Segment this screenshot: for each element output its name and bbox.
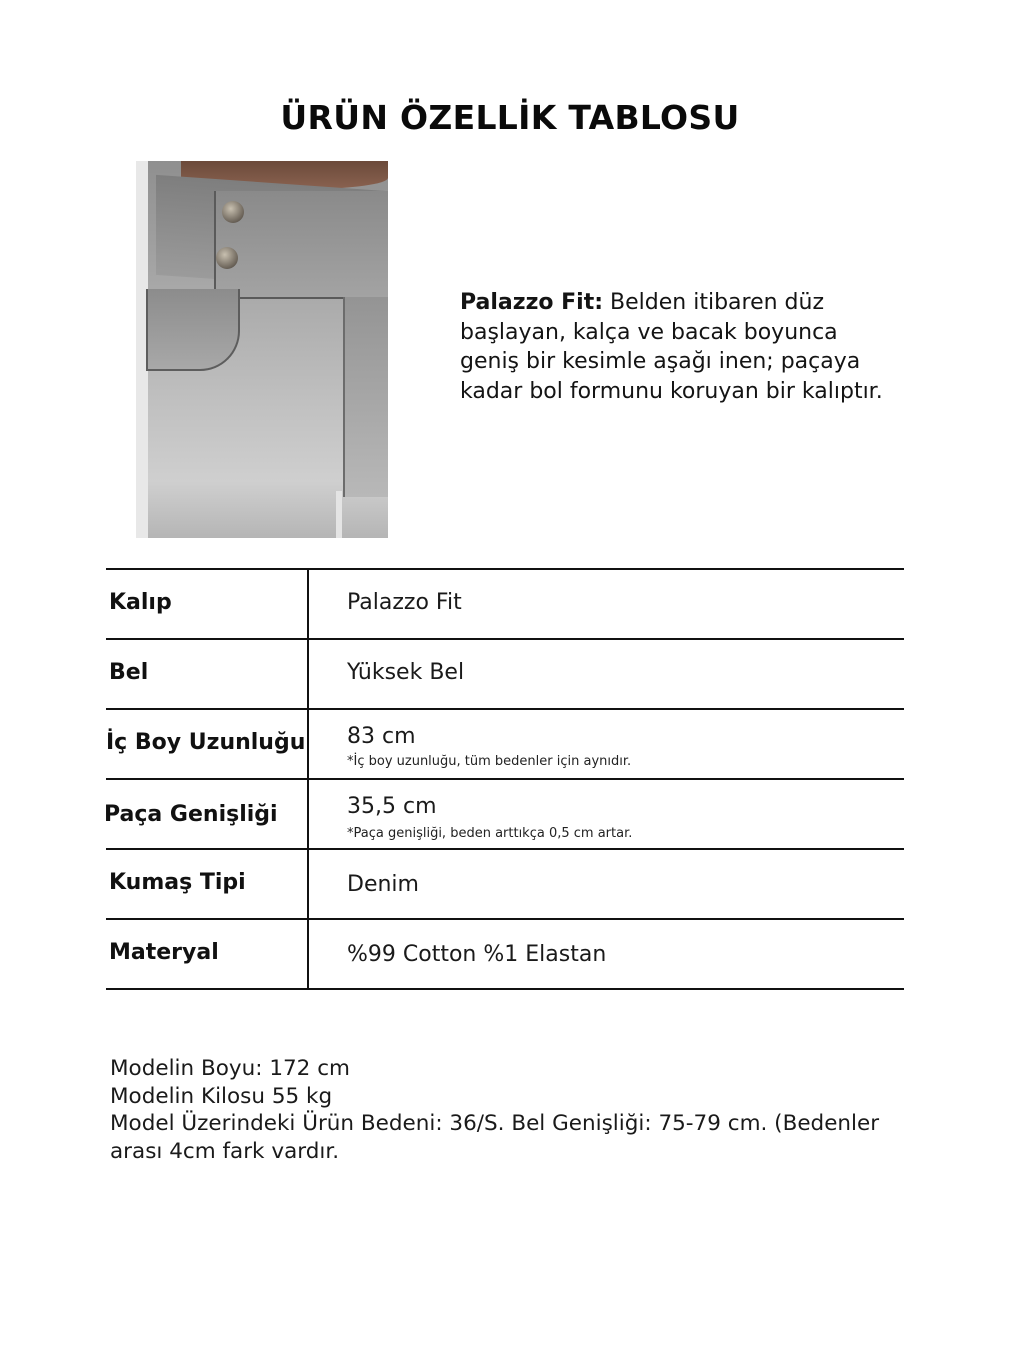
row-value: Yüksek Bel — [347, 660, 465, 685]
row-label: Materyal — [109, 940, 219, 965]
row-value: Palazzo Fit — [347, 590, 462, 615]
row-note: *Paça genişliği, beden arttıkça 0,5 cm artar. — [347, 826, 633, 841]
row-label: Kumaş Tipi — [109, 870, 246, 895]
fit-description-line: kadar bol formunu koruyan bir kalıptır. — [460, 378, 883, 404]
table-row — [106, 918, 904, 990]
spec-table — [106, 568, 904, 990]
table-row — [106, 778, 904, 848]
fit-description — [460, 288, 930, 406]
model-size: Model Üzerindeki Ürün Bedeni: 36/S. Bel Genişliği: 75-79 cm. (Bedenler — [110, 1111, 880, 1136]
model-size-note: arası 4cm fark vardır. — [110, 1138, 340, 1164]
row-note: *İç boy uzunluğu, tüm bedenler için aynıdır. — [347, 754, 632, 769]
fit-description-line: başlayan, kalça ve bacak boyunca — [460, 319, 838, 345]
button-icon — [222, 201, 244, 223]
table-row — [106, 848, 904, 918]
product-image — [136, 161, 388, 538]
fit-description-line: geniş bir kesimle aşağı inen; paçaya — [460, 349, 861, 374]
image-leg-gap — [336, 491, 342, 538]
fit-term: Palazzo Fit: — [460, 290, 604, 315]
row-label: İç Boy Uzunluğu — [106, 730, 306, 755]
row-value: %99 Cotton %1 Elastan — [347, 942, 607, 967]
image-fly — [343, 297, 388, 497]
model-weight: Modelin Kilosu 55 kg — [110, 1083, 333, 1109]
image-pocket — [146, 289, 240, 371]
row-label: Bel — [109, 660, 149, 685]
row-value: Denim — [347, 872, 419, 897]
model-height: Modelin Boyu: 172 cm — [110, 1056, 350, 1081]
row-value: 35,5 cm — [347, 794, 437, 819]
table-row — [106, 568, 904, 638]
row-value: 83 cm — [347, 724, 416, 749]
table-row — [106, 638, 904, 708]
row-label: Kalıp — [109, 590, 172, 615]
button-icon — [216, 247, 238, 269]
row-label: Paça Genişliği — [104, 802, 278, 827]
page-title: ÜRÜN ÖZELLİK TABLOSU — [280, 98, 740, 137]
model-info — [110, 1055, 910, 1165]
table-row — [106, 708, 904, 778]
fit-description-line: Belden itibaren düz — [610, 290, 825, 315]
